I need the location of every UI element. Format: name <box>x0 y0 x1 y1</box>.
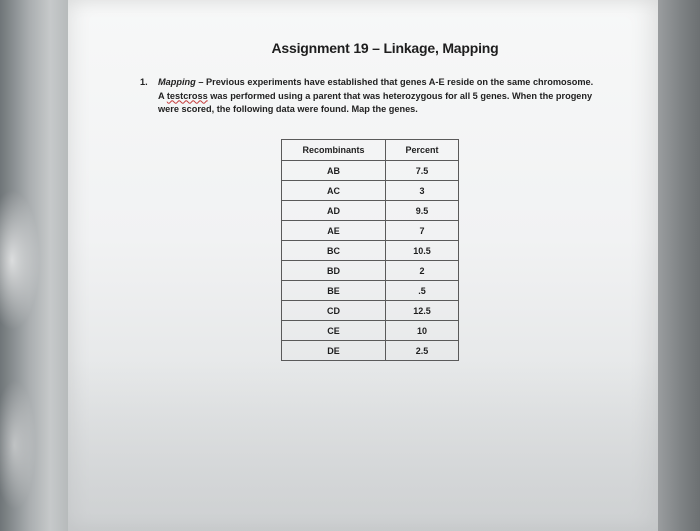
percent-cell: .5 <box>386 281 459 301</box>
spellcheck-flagged-word[interactable]: testcross <box>166 90 208 101</box>
table-row <box>282 181 459 201</box>
question-text <box>158 76 600 117</box>
table-header-row <box>282 140 459 161</box>
recombinant-cell: AE <box>282 221 386 241</box>
recombinant-cell: DE <box>282 341 386 361</box>
recombinant-cell: CE <box>282 321 386 341</box>
table-row <box>282 281 459 301</box>
percent-cell: 7.5 <box>386 161 459 181</box>
recombinant-cell: AB <box>282 161 386 181</box>
screen-glare <box>0 190 40 330</box>
page-shadow <box>68 360 658 531</box>
question-1 <box>140 76 600 117</box>
percent-cell: 10 <box>386 321 459 341</box>
table-row <box>282 221 459 241</box>
question-title: Mapping <box>158 77 196 87</box>
monitor-bezel-right <box>656 0 700 531</box>
screen-glare-lower <box>0 380 36 510</box>
recombinant-cell: BD <box>282 261 386 281</box>
percent-cell: 10.5 <box>386 241 459 261</box>
header-percent: Percent <box>386 140 459 161</box>
question-dash: – <box>195 77 206 87</box>
percent-cell: 7 <box>386 221 459 241</box>
recombinants-table <box>281 139 459 361</box>
question-text-part2: was performed using a parent that was heterozygous for all 5 genes. When the progeny were scored, the following data were found. Map the genes. <box>158 90 593 114</box>
percent-cell: 9.5 <box>386 201 459 221</box>
assignment-title: Assignment 19 – Linkage, Mapping <box>271 40 499 56</box>
table-row <box>282 341 459 361</box>
table-row <box>282 301 459 321</box>
recombinant-cell: BE <box>282 281 386 301</box>
recombinant-cell: AD <box>282 201 386 221</box>
question-number: 1. <box>140 77 148 87</box>
recombinant-cell: AC <box>282 181 386 201</box>
table-row <box>282 261 459 281</box>
table-row <box>282 321 459 341</box>
recombinant-cell: CD <box>282 301 386 321</box>
percent-cell: 3 <box>386 181 459 201</box>
question-text-part1: Previous experiments have established that genes A-E reside on the same chromosome. A <box>158 77 594 101</box>
table-row <box>282 241 459 261</box>
header-recombinants: Recombinants <box>282 140 386 161</box>
table-row <box>282 161 459 181</box>
percent-cell: 12.5 <box>386 301 459 321</box>
table-row <box>282 201 459 221</box>
recombinant-cell: BC <box>282 241 386 261</box>
percent-cell: 2.5 <box>386 341 459 361</box>
percent-cell: 2 <box>386 261 459 281</box>
